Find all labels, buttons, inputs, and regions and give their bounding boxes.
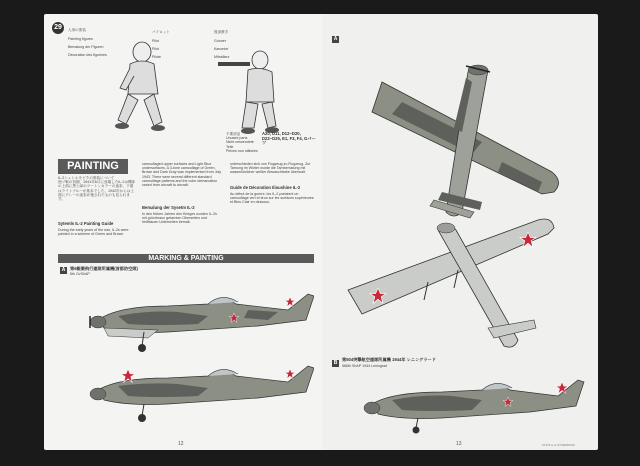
- right-page-footer: 67174 IL-2 STORMOVIK: [542, 443, 576, 447]
- step-number-badge: 29: [52, 22, 64, 34]
- right-page-number: 13: [456, 441, 462, 447]
- caption-pilot: パイロット Pilot Pilot Pilote: [152, 30, 170, 60]
- caption-gunner: 後部銃手 Gunner Kanonier Mitrailleur: [214, 30, 230, 60]
- left-page: [44, 14, 322, 450]
- scheme-a-subtitle: 6th GvShAP: [70, 272, 90, 276]
- painting-guide-heading-fr: Guide de Décoration Ilioushine IL-2: [230, 185, 301, 190]
- scheme-b-marker: B: [333, 360, 338, 366]
- scheme-b-title: 第504突撃航空連隊所属機 1944年 レニングラード: [342, 357, 436, 362]
- scheme-a-bottom-view: [338, 210, 588, 360]
- caption-painting-figures: 人形の塗装 Painting figures Bemalung der Figuren Décoration des figurines: [68, 28, 107, 58]
- scheme-b-side-view: [332, 366, 588, 436]
- marking-painting-header: MARKING & PAINTING: [58, 254, 314, 263]
- scheme-a-top-view: [342, 42, 582, 222]
- gunner-figure-drawing: [214, 48, 299, 138]
- unused-parts-list: A20, D11, D12~D20, D22~D25, E1, F3, F4, Gパーツ: [262, 131, 316, 146]
- scheme-a-title: 第6親衛飛行連隊所属機(首都防空隊): [70, 266, 138, 271]
- painting-guide-jp: IL-2シュトルモビクの塗装について 独ソ戦の初期、1941年6月に登場したIL-2は機体の上面に黒と緑のツートンカラーの迷彩、下面はライトブルーが基本でした。1942年からは上面にグレーの迷彩が施されたものも見られます。: [58, 176, 136, 202]
- painting-guide-heading-en: Sytemls IL-2 Painting Guide: [58, 221, 114, 226]
- painting-guide-fr: Au début de la guerre, les IL-2 portaient un camouflage vert et brun sur les surfaces supérieures et Bleu Clair en dessous.: [230, 192, 314, 205]
- painting-header: PAINTING: [58, 159, 128, 174]
- left-page-number: 12: [178, 441, 184, 447]
- right-page: [322, 14, 598, 450]
- painting-guide-en: During the early years of the war, IL-2s were painted in a scheme of Green and Brown: [58, 228, 129, 237]
- unused-parts-label: 不要部品 Unused parts Nicht verwendete Teile Pièces non utilisées: [226, 132, 258, 153]
- scheme-b-subtitle: 566th ShAP 1944 Leningrad: [342, 364, 388, 368]
- scheme-a-side-view-lower: [58, 356, 314, 426]
- painting-guide-de: In den frühen Jahren des Krieges wurden IL-2s mit grün/braun getarnten Oberseiten und hellblauen Unterseiten bemalt.: [142, 212, 217, 225]
- scheme-a-marker: A: [61, 267, 66, 273]
- scheme-a-side-view-upper: [58, 276, 314, 356]
- painting-guide-col2: camouflaged upper surfaces and Light Blue undersurfaces. A 3-tone camouflage of Green, Brown and Dark Gray was implemented from July 1943. There were several different standard camouflage patterns and the color demarcation varied from aircraft to aircraft.: [142, 162, 222, 188]
- pilot-figure-drawing: [104, 38, 174, 138]
- right-scheme-a-marker: A: [333, 36, 338, 42]
- painting-guide-heading-de: Bemalung der Sysetm IL-2: [142, 205, 195, 210]
- painting-guide-col3: unterschieden sich von Flugzeug zu Flugzeug. Zur Tarnung im Winter wurde die Tarnbemalung mit wasserlöslicher weißer Abwaschfarbe übermalt.: [230, 162, 311, 175]
